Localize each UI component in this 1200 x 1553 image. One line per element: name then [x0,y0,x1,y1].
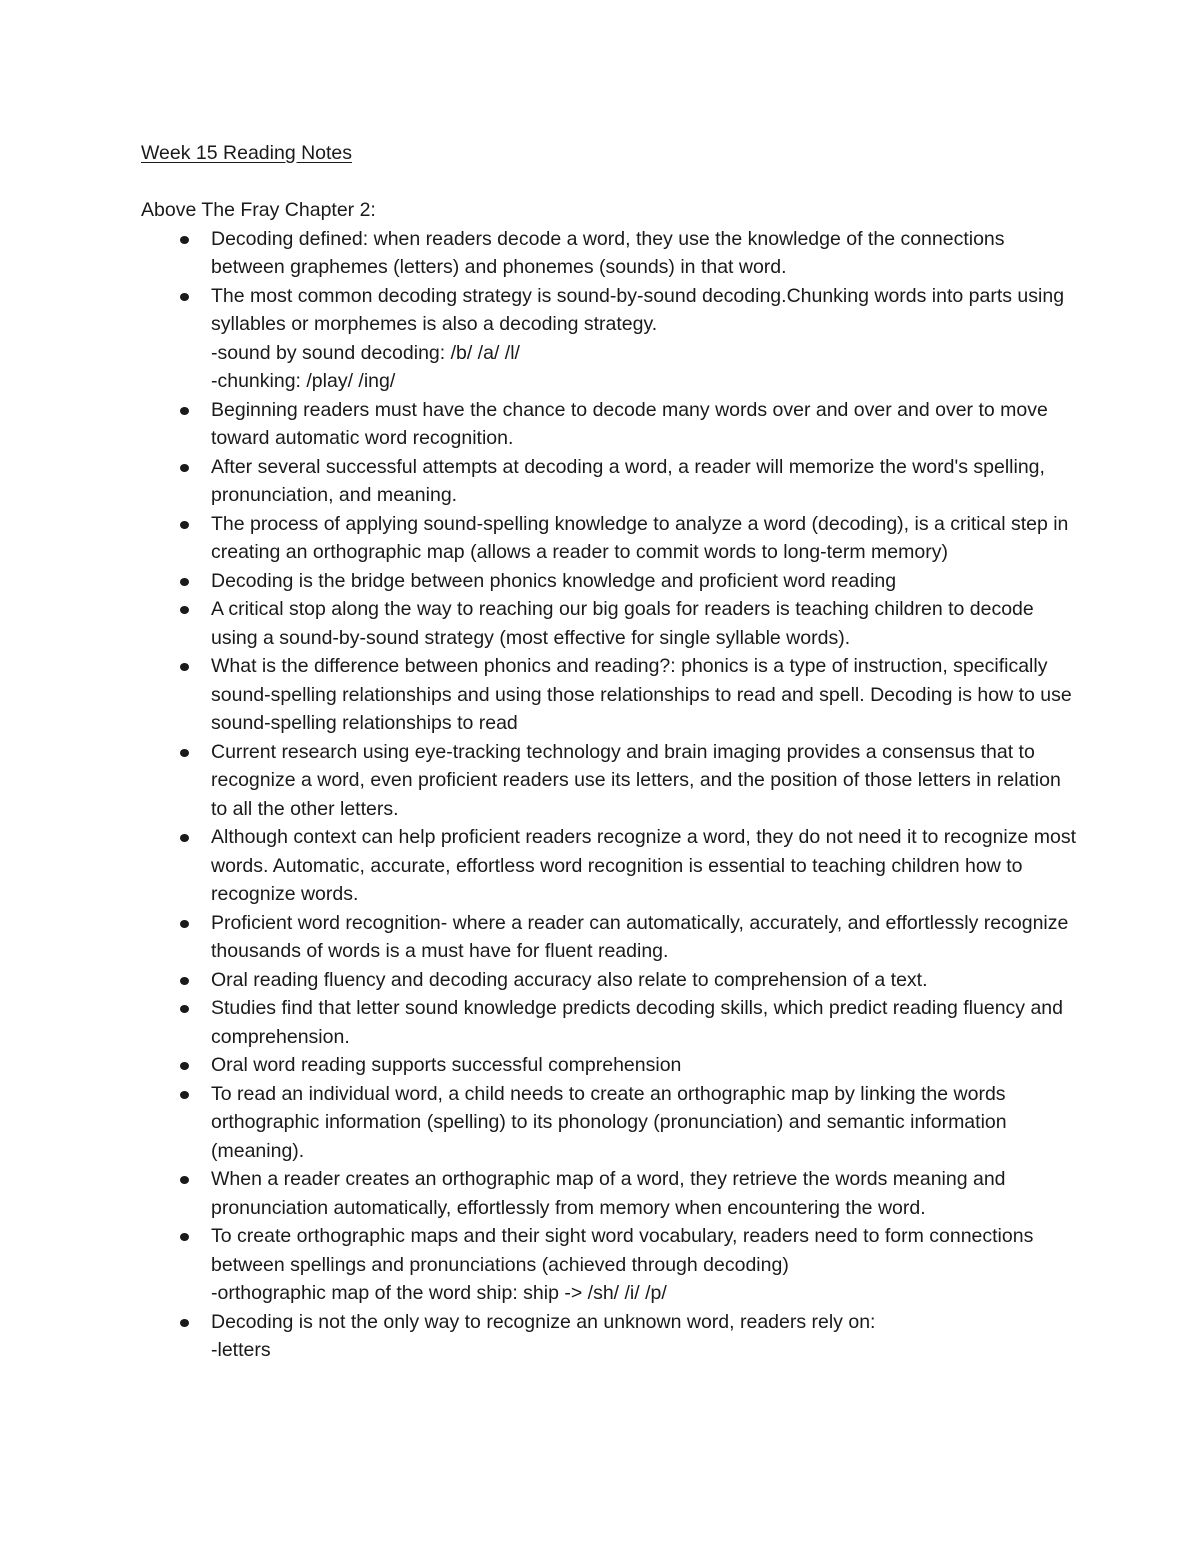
bullet-text: Proficient word recognition- where a reader can automatically, accurately, and effortlessly recognize thousands of words is a must have for fluent reading. [211,911,1069,962]
bullet-item [141,1165,1081,1222]
bullet-item [141,1308,1081,1365]
bullet-text: Current research using eye-tracking technology and brain imaging provides a consensus that to recognize a word, even proficient readers use its letters, and the position of those letters in relation to all the other letters. [211,740,1061,820]
bullet-sub-line: -letters [211,1339,271,1361]
bullet-dot-icon [180,1062,189,1070]
document-title: Week 15 Reading Notes [141,142,353,164]
bullet-item [141,652,1081,738]
bullet-text: Oral word reading supports successful comprehension [211,1054,682,1076]
bullet-text: Studies find that letter sound knowledge predicts decoding skills, which predict reading fluency and comprehension. [211,997,1064,1048]
bullet-dot-icon [180,293,189,301]
bullet-text: Decoding defined: when readers decode a word, they use the knowledge of the connections between graphemes (letters) and phonemes (sounds) in that word. [211,227,1005,278]
bullet-dot-icon [180,1233,189,1241]
bullet-sub-line: -orthographic map of the word ship: ship -> /sh/ /i/ /p/ [211,1282,667,1304]
blank-line [141,168,1081,197]
bullet-dot-icon [180,1091,189,1099]
bullet-text: A critical stop along the way to reaching our big goals for readers is teaching children to decode using a sound-by-sound strategy (most effective for single syllable words). [211,598,1034,649]
bullet-item [141,396,1081,453]
bullet-text: When a reader creates an orthographic map of a word, they retrieve the words meaning and pronunciation automatically, effortlessly from memory when encountering the word. [211,1168,1006,1219]
bullet-text: The process of applying sound-spelling knowledge to analyze a word (decoding), is a critical step in creating an orthographic map (allows a reader to commit words to long-term memory) [211,512,1069,563]
bullet-dot-icon [180,521,189,529]
bullet-dot-icon [180,920,189,928]
bullet-text: Decoding is the bridge between phonics knowledge and proficient word reading [211,569,897,592]
bullet-text: Beginning readers must have the chance to decode many words over and over and over to move toward automatic word recognition. [211,398,1048,449]
bullet-item [141,738,1081,824]
bullet-text: Although context can help proficient readers recognize a word, they do not need it to recognize most words. Automatic, accurate, effortless word recognition is essential to teaching children how to recognize words. [211,826,1077,905]
bullet-item [141,1222,1081,1308]
bullet-dot-icon [180,236,189,244]
bullet-dot-icon [180,407,189,415]
bullet-dot-icon [180,1005,189,1013]
bullet-text: To create orthographic maps and their sight word vocabulary, readers need to form connections between spellings and pronunciations (achieved through decoding) [211,1225,1034,1276]
bullet-dot-icon [180,834,189,842]
bullet-text: What is the difference between phonics and reading?: phonics is a type of instruction, specifically sound-spelling relationships and using those relationships to read and spell. Decoding is how to use sound-spelling relationships to read [211,655,1072,734]
bullet-item [141,510,1081,567]
bullet-dot-icon [180,1176,189,1184]
bullet-dot-icon [180,749,189,757]
bullet-item [141,282,1081,396]
bullet-item [141,966,1081,995]
section-heading: Above The Fray Chapter 2: [141,199,376,221]
bullet-item [141,823,1081,909]
bullet-dot-icon [180,606,189,614]
bullet-dot-icon [180,578,189,586]
bullet-sub-line: -sound by sound decoding: /b/ /a/ /l/ [211,341,520,364]
bullet-item [141,567,1081,596]
bullet-text: Decoding is not the only way to recognize an unknown word, readers rely on: [211,1310,876,1333]
bullet-text: Oral reading fluency and decoding accuracy also relate to comprehension of a text. [211,968,928,991]
bullet-dot-icon [180,1319,189,1327]
bullet-text: To read an individual word, a child needs to create an orthographic map by linking the words orthographic information (spelling) to its phonology (pronunciation) and semantic information (meaning). [211,1082,1007,1162]
bullet-item [141,453,1081,510]
bullet-dot-icon [180,977,189,985]
bullet-dot-icon [180,663,189,671]
bullet-sub-line: -chunking: /play/ /ing/ [211,370,396,392]
bullet-text: The most common decoding strategy is sound-by-sound decoding.Chunking words into parts using syllables or morphemes is also a decoding strategy. [211,284,1065,335]
bullet-item [141,595,1081,652]
bullet-item [141,909,1081,966]
document-body [141,139,1081,1365]
bullet-item [141,1051,1081,1080]
bullet-item [141,1080,1081,1166]
bullet-dot-icon [180,464,189,472]
notes-bullet-list [141,225,1081,1365]
bullet-text: After several successful attempts at decoding a word, a reader will memorize the word's spelling, pronunciation, and meaning. [211,455,1045,506]
bullet-item [141,994,1081,1051]
bullet-item [141,225,1081,282]
